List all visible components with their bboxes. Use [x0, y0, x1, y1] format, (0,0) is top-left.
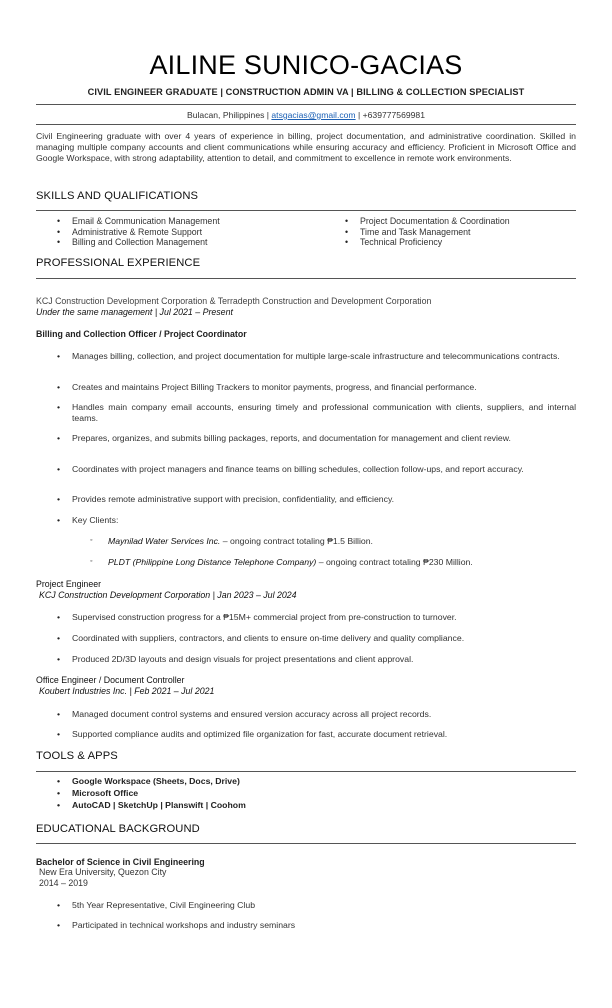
job2-bullet: • Coordinated with suppliers, contractors, and clients to ensure on-time delivery and quality compliance. — [36, 633, 576, 644]
skill-item: • Technical Proficiency — [324, 237, 510, 248]
job3-bullet: • Managed document control systems and ensured version accuracy across all project records. — [36, 709, 576, 720]
school-name: New Era University, Quezon City — [39, 867, 167, 877]
skills-divider — [36, 210, 576, 211]
location-text: Bulacan, Philippines | — [187, 110, 272, 120]
job3-company: Koubert Industries Inc. | Feb 2021 – Jul 2021 — [39, 686, 215, 696]
client-detail: – ongoing contract totaling ₱1.5 Billion. — [220, 536, 373, 546]
tool-item: • Microsoft Office — [36, 788, 576, 799]
experience-heading: PROFESSIONAL EXPERIENCE — [36, 257, 201, 269]
skills-right-list — [324, 216, 510, 248]
job1-title: Billing and Collection Officer / Project Coordinator — [36, 329, 247, 339]
job1-management: Under the same management | Jul 2021 – Present — [36, 307, 233, 317]
job1-bullet: • Manages billing, collection, and project documentation for multiple large-scale infrastructure and telecommunications contracts. — [36, 351, 576, 362]
candidate-name: AILINE SUNICO-GACIAS — [149, 50, 463, 80]
job1-bullet: • Handles main company email accounts, ensuring timely and professional communication with clients, suppliers, and internal teams. — [36, 402, 576, 424]
job3-title: Office Engineer / Document Controller — [36, 675, 185, 685]
skill-item: • Administrative & Remote Support — [36, 227, 220, 238]
skill-item: • Project Documentation & Coordination — [324, 216, 510, 227]
phone-text: | +639777569981 — [355, 110, 425, 120]
education-bullet: • Participated in technical workshops and industry seminars — [36, 920, 576, 931]
skill-item: • Email & Communication Management — [36, 216, 220, 227]
school-years: 2014 – 2019 — [39, 878, 88, 888]
header-divider — [36, 104, 576, 105]
education-bullet: • 5th Year Representative, Civil Engineering Club — [36, 900, 576, 911]
client-name: PLDT (Philippine Long Distance Telephone Company) — [108, 557, 317, 567]
tools-divider — [36, 771, 576, 772]
skills-heading: SKILLS AND QUALIFICATIONS — [36, 190, 199, 202]
job1-bullet: • Creates and maintains Project Billing Trackers to monitor payments, progress, and financial performance. — [36, 382, 576, 393]
tool-item: • Google Workspace (Sheets, Docs, Drive) — [36, 776, 576, 787]
job1-bullet: • Provides remote administrative support with precision, confidentiality, and efficiency. — [36, 494, 576, 505]
tool-item: • AutoCAD | SketchUp | Planswift | Coohom — [36, 800, 576, 811]
client-item — [36, 536, 576, 547]
job1-bullet: • Coordinates with project managers and finance teams on billing schedules, collection follow-ups, and report accuracy. — [36, 464, 576, 475]
skill-item: • Billing and Collection Management — [36, 237, 220, 248]
education-heading: EDUCATIONAL BACKGROUND — [36, 823, 200, 835]
candidate-headline: CIVIL ENGINEER GRADUATE | CONSTRUCTION ADMIN VA | BILLING & COLLECTION SPECIALIST — [87, 87, 525, 97]
skills-left-list — [36, 216, 220, 248]
job2-bullet: • Produced 2D/3D layouts and design visuals for project presentations and client approval. — [36, 654, 576, 665]
tools-heading: TOOLS & APPS — [36, 750, 118, 762]
client-name: Maynilad Water Services Inc. — [108, 536, 221, 546]
job2-company: KCJ Construction Development Corporation | Jan 2023 – Jul 2024 — [39, 590, 297, 600]
education-divider — [36, 843, 576, 844]
professional-summary: Civil Engineering graduate with over 4 years of experience in billing, project documentation, and administrative coordination. Skilled in managing multiple company accounts and client communications while ensuring accuracy and efficiency. Proficient in Microsoft Office and Google Workspace, with strong adaptability, attention to detail, and commitment to excellence in remote work environments. — [36, 131, 576, 164]
email-link[interactable]: atsgacias@gmail.com — [271, 110, 356, 120]
degree-title: Bachelor of Science in Civil Engineering — [36, 857, 205, 867]
job3-bullet: • Supported compliance audits and optimized file organization for fast, accurate document retrieval. — [36, 729, 576, 740]
contact-divider — [36, 124, 576, 125]
experience-divider — [36, 278, 576, 279]
client-item — [36, 557, 576, 568]
client-detail: – ongoing contract totaling ₱230 Million. — [316, 557, 473, 567]
job2-title: Project Engineer — [36, 579, 102, 589]
job1-bullet: • Prepares, organizes, and submits billing packages, reports, and documentation for management and client review. — [36, 433, 576, 444]
skill-item: • Time and Task Management — [324, 227, 510, 238]
contact-line — [36, 110, 576, 120]
job1-bullet: • Key Clients: — [36, 515, 576, 526]
job2-bullet: • Supervised construction progress for a ₱15M+ commercial project from pre-construction to turnover. — [36, 612, 576, 623]
job1-company: KCJ Construction Development Corporation & Terradepth Construction and Development Corporation — [36, 296, 432, 306]
